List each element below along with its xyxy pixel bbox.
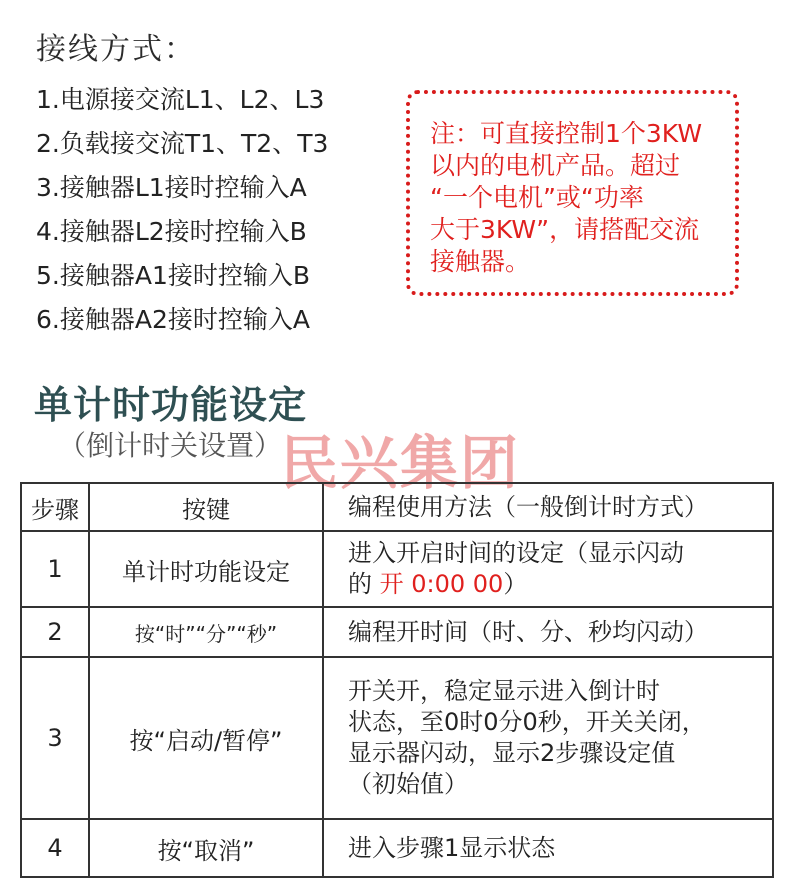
header-step: 步骤 bbox=[21, 483, 89, 531]
row-step: 1 bbox=[21, 531, 89, 607]
row-method: 编程开时间（时、分、秒均闪动） bbox=[323, 607, 773, 657]
note-line: “一个电机”或“功率 bbox=[430, 183, 644, 212]
note-line: 注：可直接控制1个3KW bbox=[430, 119, 703, 148]
note-line: 大于3KW”，请搭配交流 bbox=[430, 215, 700, 244]
row-key: 按“启动/暂停” bbox=[89, 657, 323, 819]
wiring-list bbox=[36, 78, 328, 342]
row-method-line: 状态，至0时0分0秒，开关关闭， bbox=[348, 708, 706, 736]
header-method: 编程使用方法（一般倒计时方式） bbox=[323, 483, 773, 531]
row-step: 3 bbox=[21, 657, 89, 819]
row-key: 单计时功能设定 bbox=[89, 531, 323, 607]
steps-table bbox=[20, 482, 774, 878]
row-key: 按“时”“分”“秒” bbox=[89, 607, 323, 657]
row-method: 进入步骤1显示状态 bbox=[323, 819, 773, 877]
row-step: 2 bbox=[21, 607, 89, 657]
header-key: 按键 bbox=[89, 483, 323, 531]
wiring-item: 6.接触器A2接时控输入A bbox=[36, 305, 310, 334]
watermark: 民兴集团 bbox=[280, 429, 521, 497]
wiring-item: 3.接触器L1接时控输入A bbox=[36, 173, 307, 202]
row-method-line: 开关开，稳定显示进入倒计时 bbox=[348, 677, 660, 705]
row-method-prefix: 的 bbox=[348, 570, 372, 598]
table-header-row bbox=[21, 483, 773, 531]
wiring-item: 2.负载接交流T1、T2、T3 bbox=[36, 129, 329, 158]
wiring-title: 接线方式： bbox=[36, 32, 196, 67]
row-key: 按“取消” bbox=[89, 819, 323, 877]
section-title: 单计时功能设定 bbox=[34, 383, 308, 427]
row-step: 4 bbox=[21, 819, 89, 877]
table-row bbox=[21, 607, 773, 657]
wiring-item: 1.电源接交流L1、L2、L3 bbox=[36, 85, 325, 114]
row-method bbox=[323, 657, 773, 819]
table-row bbox=[21, 657, 773, 819]
row-method-suffix: ） bbox=[503, 570, 528, 598]
section-subtitle: （倒计时关设置） bbox=[58, 429, 283, 462]
wiring-item: 4.接触器L2接时控输入B bbox=[36, 217, 307, 246]
row-method-line: 进入开启时间的设定（显示闪动 bbox=[348, 539, 684, 567]
wiring-item: 5.接触器A1接时控输入B bbox=[36, 261, 311, 290]
note-line: 接触器。 bbox=[430, 247, 531, 276]
row-method-red: 开 0:00 00 bbox=[379, 570, 504, 598]
table-row bbox=[21, 531, 773, 607]
row-method-line bbox=[348, 569, 772, 600]
row-method-line: 显示器闪动，显示2步骤设定值 bbox=[348, 739, 676, 767]
row-method-line: （初始值） bbox=[348, 770, 468, 798]
note-box bbox=[406, 90, 739, 296]
table-row bbox=[21, 819, 773, 877]
note-line: 以内的电机产品。超过 bbox=[430, 151, 681, 180]
row-method bbox=[323, 531, 773, 607]
